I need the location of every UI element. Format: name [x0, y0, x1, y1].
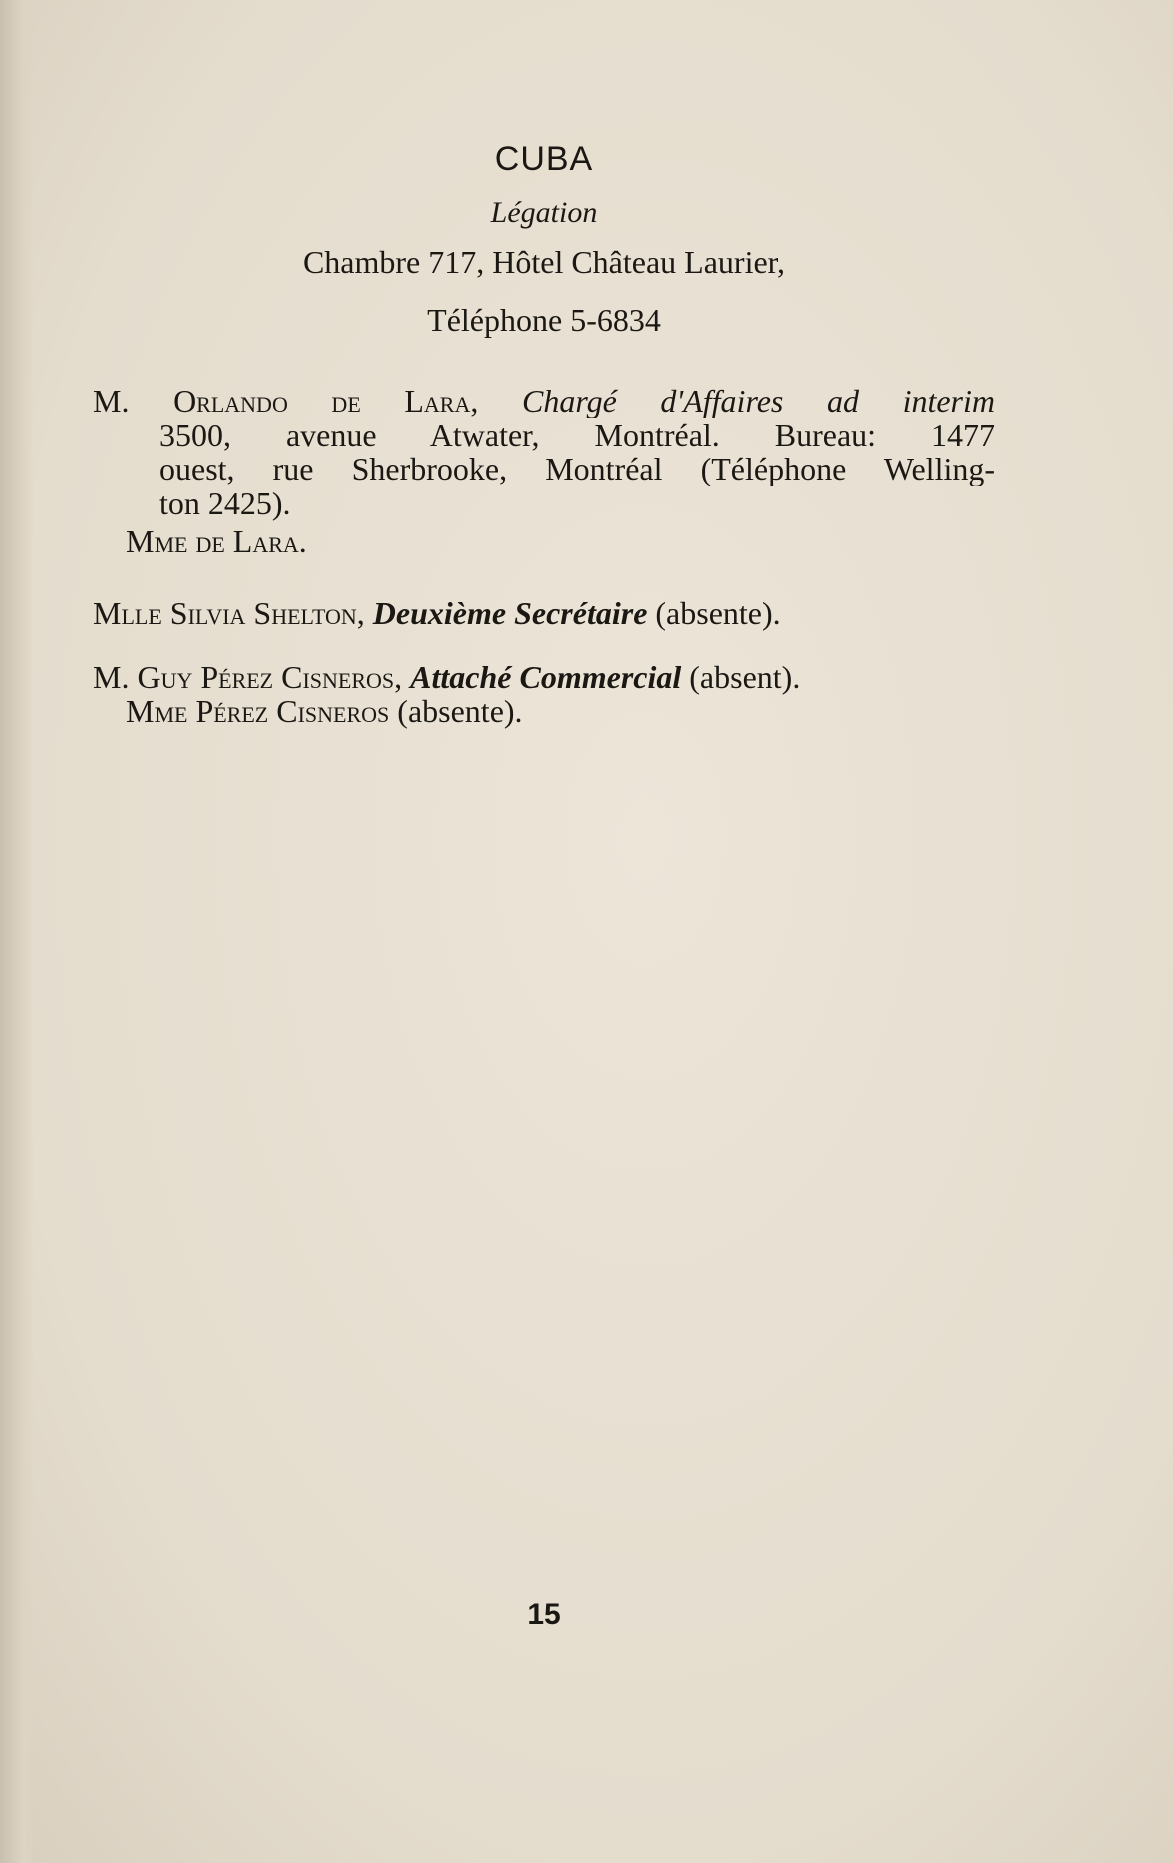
entry-name: Pérez Cisneros	[195, 693, 390, 729]
entry-details-line: ton 2425).	[159, 485, 291, 521]
entry-name: Orlando de Lara	[173, 384, 471, 418]
entry-name: Silvia Shelton,	[169, 595, 365, 631]
binding-gutter	[0, 0, 34, 1863]
entry-guy-perez-cisneros	[93, 660, 995, 694]
entry-status: (absente).	[397, 693, 523, 729]
entry-status: (absent).	[689, 659, 801, 695]
entry-title: Mlle	[93, 595, 162, 631]
mission-type: Légation	[490, 196, 598, 229]
entry-title: Mme	[126, 693, 188, 729]
entry-title: Mme	[126, 523, 188, 559]
bleed-through-shadow	[70, 130, 1110, 1580]
entry-mme-de-lara	[93, 524, 1028, 558]
entry-role: Deuxième Secrétaire	[372, 595, 648, 631]
page-number: 15	[527, 1598, 561, 1631]
country-heading: CUBA	[494, 140, 594, 178]
mission-address: Chambre 717, Hôtel Château Laurier,	[302, 244, 786, 280]
entry-title: M.	[93, 659, 130, 695]
entry-details-line: 3500, avenue Atwater, Montréal. Bureau: 1477	[159, 418, 995, 452]
entry-role: Chargé d'Affaires ad interim	[521, 384, 995, 418]
entry-title: M.	[93, 384, 130, 418]
entry-silvia-shelton	[93, 596, 995, 630]
entry-name: de Lara.	[195, 523, 307, 559]
entry-mme-perez-cisneros	[93, 694, 1028, 728]
entry-status: (absente).	[655, 595, 781, 631]
entry-details-line: ouest, rue Sherbrooke, Montréal (Téléphone Welling-	[159, 452, 995, 486]
mission-phone: Téléphone 5-6834	[427, 302, 661, 338]
entry-role: Attaché Commercial	[410, 659, 682, 695]
entry-name: Guy Pérez Cisneros,	[137, 659, 403, 695]
entry-orlando-de-lara: M. Orlando de Lara, Chargé d'Affaires ad interim 3500, avenue Atwater, Montréal. Bureau: 1477 ouest, rue Sherbrooke, Montréal (Téléphone Welling- ton 2425).	[93, 384, 995, 521]
